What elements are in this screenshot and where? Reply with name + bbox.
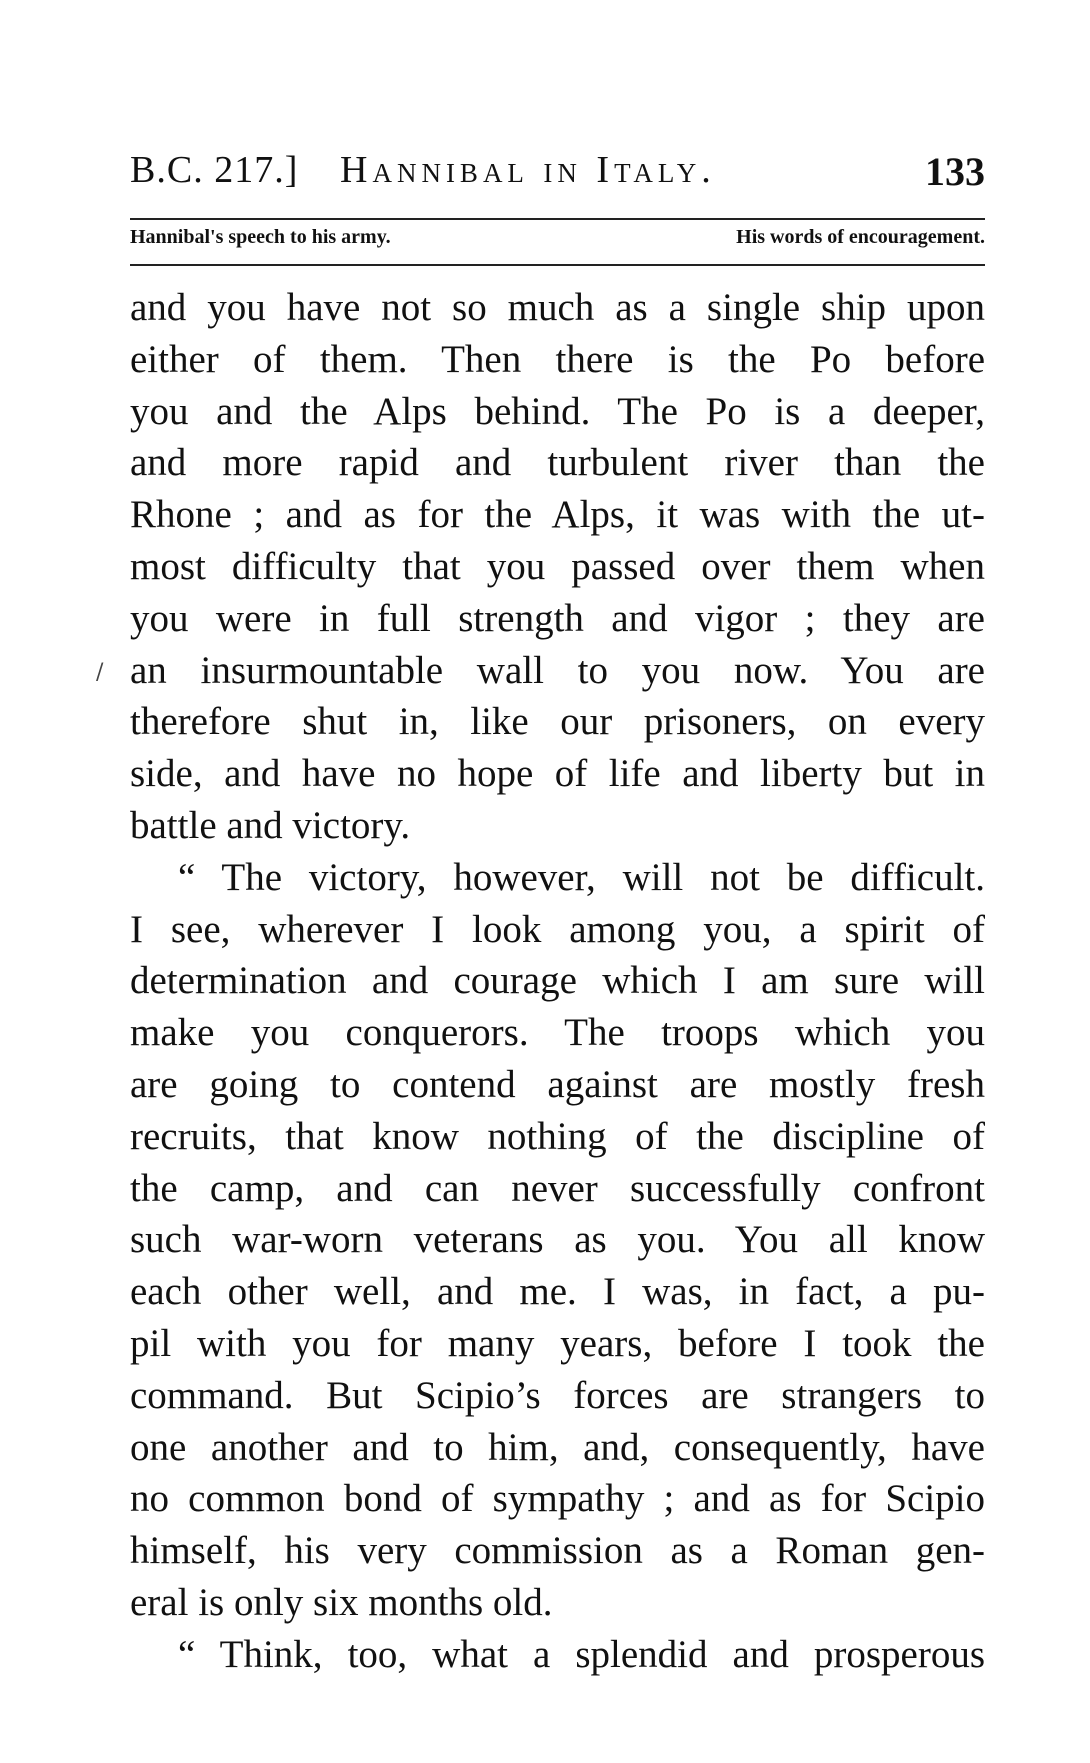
text-line: and more rapid and turbulent river than the	[130, 441, 985, 485]
text-line: make you conquerors. The troops which you	[130, 1011, 985, 1055]
subheader-right: His words of encouragement.	[736, 226, 985, 248]
subheader	[130, 226, 985, 256]
header-date: B.C. 217.]	[130, 149, 299, 191]
running-header	[130, 148, 985, 200]
body-text	[130, 282, 985, 1681]
text-line: each other well, and me. I was, in fact, a pu-	[130, 1270, 985, 1314]
text-line: the camp, and can never successfully confront	[130, 1166, 985, 1210]
text-line: command. But Scipio’s forces are strangers to	[130, 1373, 985, 1417]
text-line: an insurmountable wall to you now. You are	[130, 648, 985, 692]
margin-mark: /	[96, 660, 104, 685]
subheader-left: Hannibal's speech to his army.	[130, 226, 391, 248]
text-line: eral is only six months old.	[130, 1580, 553, 1624]
header-title: Hannibal in Italy.	[340, 149, 716, 191]
text-line: you were in full strength and vigor ; they are	[130, 596, 985, 640]
text-line: “ The victory, however, will not be difficult.	[178, 855, 985, 899]
text-line: recruits, that know nothing of the discipline of	[130, 1114, 985, 1158]
text-line: “ Think, too, what a splendid and prosperous	[178, 1632, 985, 1676]
text-line: are going to contend against are mostly fresh	[130, 1062, 985, 1106]
text-line: therefore shut in, like our prisoners, on every	[130, 700, 985, 744]
header-rule-bottom	[130, 264, 985, 266]
text-line: determination and courage which I am sure will	[130, 959, 985, 1003]
text-line: pil with you for many years, before I took the	[130, 1321, 985, 1365]
text-line: either of them. Then there is the Po before	[130, 337, 985, 381]
text-line: such war-worn veterans as you. You all know	[130, 1218, 985, 1262]
text-line: and you have not so much as a single ship upon	[130, 286, 985, 329]
text-line: Rhone ; and as for the Alps, it was with the ut-	[130, 493, 985, 537]
text-line: I see, wherever I look among you, a spirit of	[130, 907, 985, 951]
text-line: most difficulty that you passed over them when	[130, 544, 985, 588]
text-line: side, and have no hope of life and liberty but in	[130, 752, 985, 796]
page-number: 133	[925, 149, 985, 194]
text-line: you and the Alps behind. The Po is a deeper,	[130, 389, 985, 433]
text-line: battle and victory.	[130, 803, 411, 847]
text-line: no common bond of sympathy ; and as for Scipio	[130, 1477, 985, 1521]
header-rule-top	[130, 218, 985, 220]
text-line: himself, his very commission as a Roman gen-	[130, 1529, 985, 1573]
text-line: one another and to him, and, consequently, have	[130, 1425, 985, 1469]
